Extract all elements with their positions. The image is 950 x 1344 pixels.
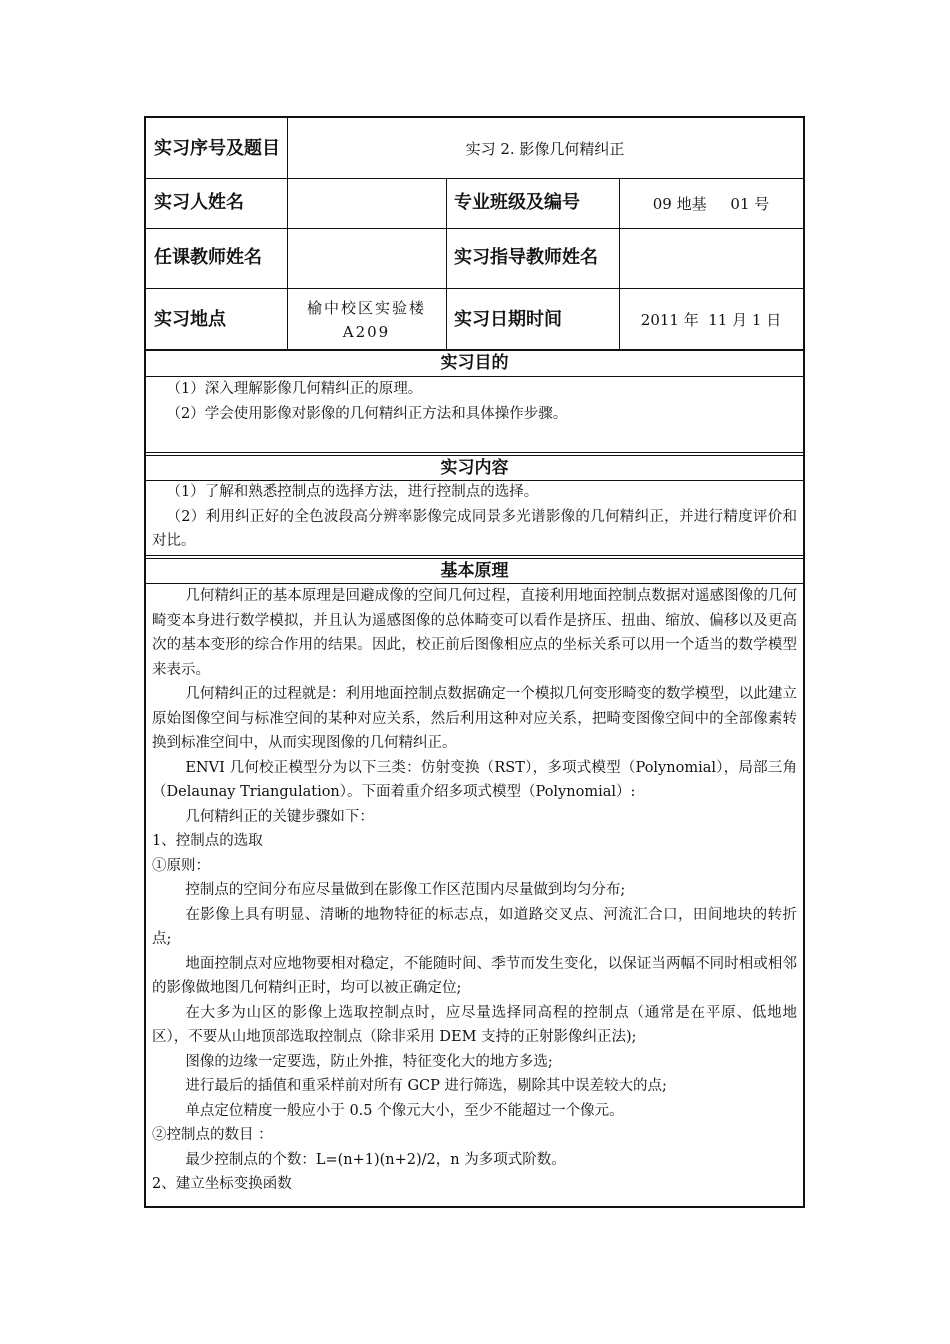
content-item-1: （1）了解和熟悉控制点的选择方法，进行控制点的选择。 xyxy=(166,484,539,500)
content-list xyxy=(146,480,803,554)
step-1-heading: 1、控制点的选取 xyxy=(152,833,263,849)
class-value: 09 地基 01 号 xyxy=(652,194,770,213)
class-label: 专业班级及编号 xyxy=(454,192,580,213)
name-label: 实习人姓名 xyxy=(154,192,244,213)
title-value: 实习 2. 影像几何精纠正 xyxy=(465,139,625,158)
step-2-heading: 2、建立坐标变换函数 xyxy=(152,1176,292,1192)
rule-5: 图像的边缘一定要选，防止外推，特征变化大的地方多选; xyxy=(185,1053,553,1070)
rule-2: 在影像上具有明显、清晰的地物特征的标志点，如道路交叉点、河流汇合口，田间地块的转折点; xyxy=(152,906,797,947)
principle-body xyxy=(146,584,803,1197)
principle-para-4: 几何精纠正的关键步骤如下： xyxy=(185,808,374,825)
principle-para-3: ENVI 几何校正模型分为以下三类：仿射变换（RST），多项式模型（Polynomial），局部三角（Delaunay Triangulation）。下面着重介绍多项式模型（Polynomial）: xyxy=(152,759,797,800)
content-title: 实习内容 xyxy=(440,458,509,478)
name-value xyxy=(287,178,446,228)
report-sheet xyxy=(144,116,805,1208)
teacher-value xyxy=(287,228,446,288)
rule-4: 在大多为山区的影像上选取控制点时，应尽量选择同高程的控制点（通常是在平原、低地地区），不要从山地顶部选取控制点（除非采用 DEM 支持的正射影像纠正法); xyxy=(152,1004,797,1045)
sub-heading-count: ②控制点的数目 ： xyxy=(152,1127,273,1143)
purpose-title: 实习目的 xyxy=(440,353,509,373)
guide-label: 实习指导教师姓名 xyxy=(454,247,598,268)
sub-heading-principle: ①原则： xyxy=(152,857,210,874)
rule-6: 进行最后的插值和重采样前对所有 GCP 进行筛选，剔除其中误差较大的点; xyxy=(185,1078,667,1094)
title-label: 实习序号及题目 xyxy=(154,138,280,159)
guide-value xyxy=(619,228,803,288)
teacher-label: 任课教师姓名 xyxy=(154,247,262,268)
date-label: 实习日期时间 xyxy=(454,308,562,330)
content-item-2: （2）利用纠正好的全色波段高分辨率影像完成同景多光谱影像的几何精纠正，并进行精度评价和对比。 xyxy=(152,508,797,549)
rule-7: 单点定位精度一般应小于 0.5 个像元大小，至少不能超过一个像元。 xyxy=(185,1102,624,1119)
rule-8: 最少控制点的个数：L=(n+1)(n+2)/2，n 为多项式阶数。 xyxy=(185,1151,566,1168)
place-label: 实习地点 xyxy=(154,308,226,330)
header-table xyxy=(146,118,803,351)
rule-3: 地面控制点对应地物要相对稳定，不能随时间、季节而发生变化，以保证当两幅不同时相或相邻的影像做地图几何精纠正时，均可以被正确定位; xyxy=(152,955,797,996)
principle-title: 基本原理 xyxy=(440,561,509,581)
rule-1: 控制点的空间分布应尽量做到在影像工作区范围内尽量做到均匀分布; xyxy=(185,882,626,898)
principle-para-2: 几何精纠正的过程就是：利用地面控制点数据确定一个模拟几何变形畸变的数学模型，以此建立原始图像空间与标准空间的某种对应关系，然后利用这种对应关系，把畸变图像空间中的全部像素转换到标准空间中，从而实现图像的几何精纠正。 xyxy=(152,686,797,751)
place-value: 榆中校区实验楼 A209 xyxy=(306,298,426,341)
date-value: 2011 年 11 月 1 日 xyxy=(640,311,782,329)
purpose-item-2: （2）学会使用影像对影像的几何精纠正方法和具体操作步骤。 xyxy=(166,405,568,422)
principle-para-1: 几何精纠正的基本原理是回避成像的空间几何过程，直接利用地面控制点数据对遥感图像的几何畸变本身进行数学模拟，并且认为遥感图像的总体畸变可以看作是挤压、扭曲、缩放、偏移以及更高次的基本变形的综合作用的结果。因此，校正前后图像相应点的坐标关系可以用一个适当的数学模型来表示。 xyxy=(152,588,797,678)
purpose-list xyxy=(146,377,803,426)
purpose-item-1: （1）深入理解影像几何精纠正的原理。 xyxy=(166,381,423,397)
